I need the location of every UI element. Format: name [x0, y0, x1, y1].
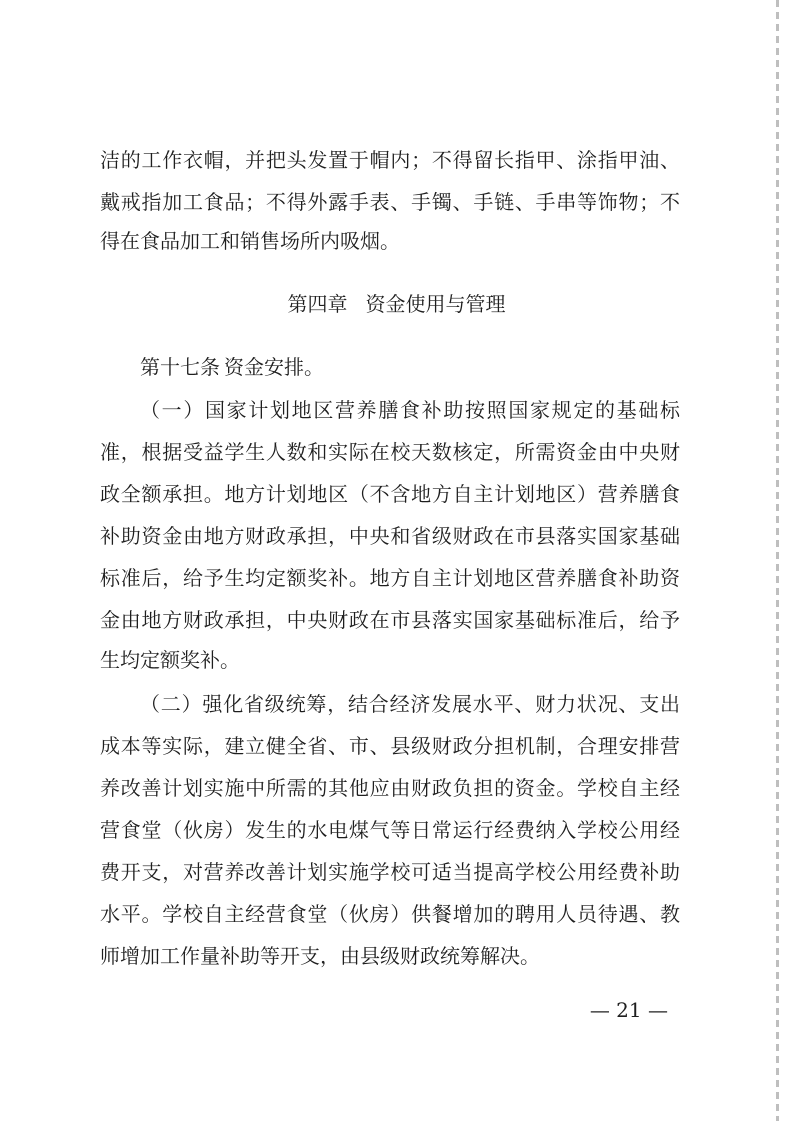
paragraph-line: 政全额承担。地方计划地区（不含地方自主计划地区）营养膳食 — [100, 482, 680, 506]
paragraph-line: 水平。学校自主经营食堂（伙房）供餐增加的聘用人员待遇、教 — [100, 902, 680, 926]
chapter-heading — [0, 292, 793, 316]
paragraph-line: 营食堂（伙房）发生的水电煤气等日常运行经费纳入学校公用经 — [100, 818, 680, 842]
paragraph-line: 金由地方财政承担，中央财政在市县落实国家基础标准后，给予 — [100, 608, 680, 632]
paragraph-line: 养改善计划实施中所需的其他应由财政负担的资金。学校自主经 — [100, 776, 680, 800]
paragraph-line: 师增加工作量补助等开支，由县级财政统筹解决。 — [100, 944, 540, 968]
paragraph-line: 费开支，对营养改善计划实施学校可适当提高学校公用经费补助 — [100, 860, 680, 884]
paragraph-line: 成本等实际，建立健全省、市、县级财政分担机制，合理安排营 — [100, 734, 680, 758]
text-line: 戴戒指加工食品；不得外露手表、手镯、手链、手串等饰物；不 — [100, 190, 680, 214]
text-line: 洁的工作衣帽，并把头发置于帽内；不得留长指甲、涂指甲油、 — [100, 148, 680, 172]
chapter-title: 资金使用与管理 — [365, 292, 506, 316]
paragraph-line: （一）国家计划地区营养膳食补助按照国家规定的基础标 — [140, 398, 680, 422]
paragraph-line: 准，根据受益学生人数和实际在校天数核定，所需资金由中央财 — [100, 440, 680, 464]
paragraph-line: 标准后，给予生均定额奖补。地方自主计划地区营养膳食补助资 — [100, 566, 680, 590]
paragraph-line: 生均定额奖补。 — [100, 648, 240, 672]
article-title: 资金安排。 — [224, 355, 324, 379]
chapter-number: 第四章 — [287, 292, 348, 316]
paragraph-line: （二）强化省级统筹，结合经济发展水平、财力状况、支出 — [140, 692, 680, 716]
text-line: 得在食品加工和销售场所内吸烟。 — [100, 229, 400, 253]
article-number: 第十七条 — [140, 355, 220, 379]
paragraph-line: 补助资金由地方财政承担，中央和省级财政在市县落实国家基础 — [100, 524, 680, 548]
scan-edge-border — [776, 0, 779, 1121]
page-number: — 21 — — [589, 998, 668, 1022]
article-heading — [140, 355, 680, 379]
